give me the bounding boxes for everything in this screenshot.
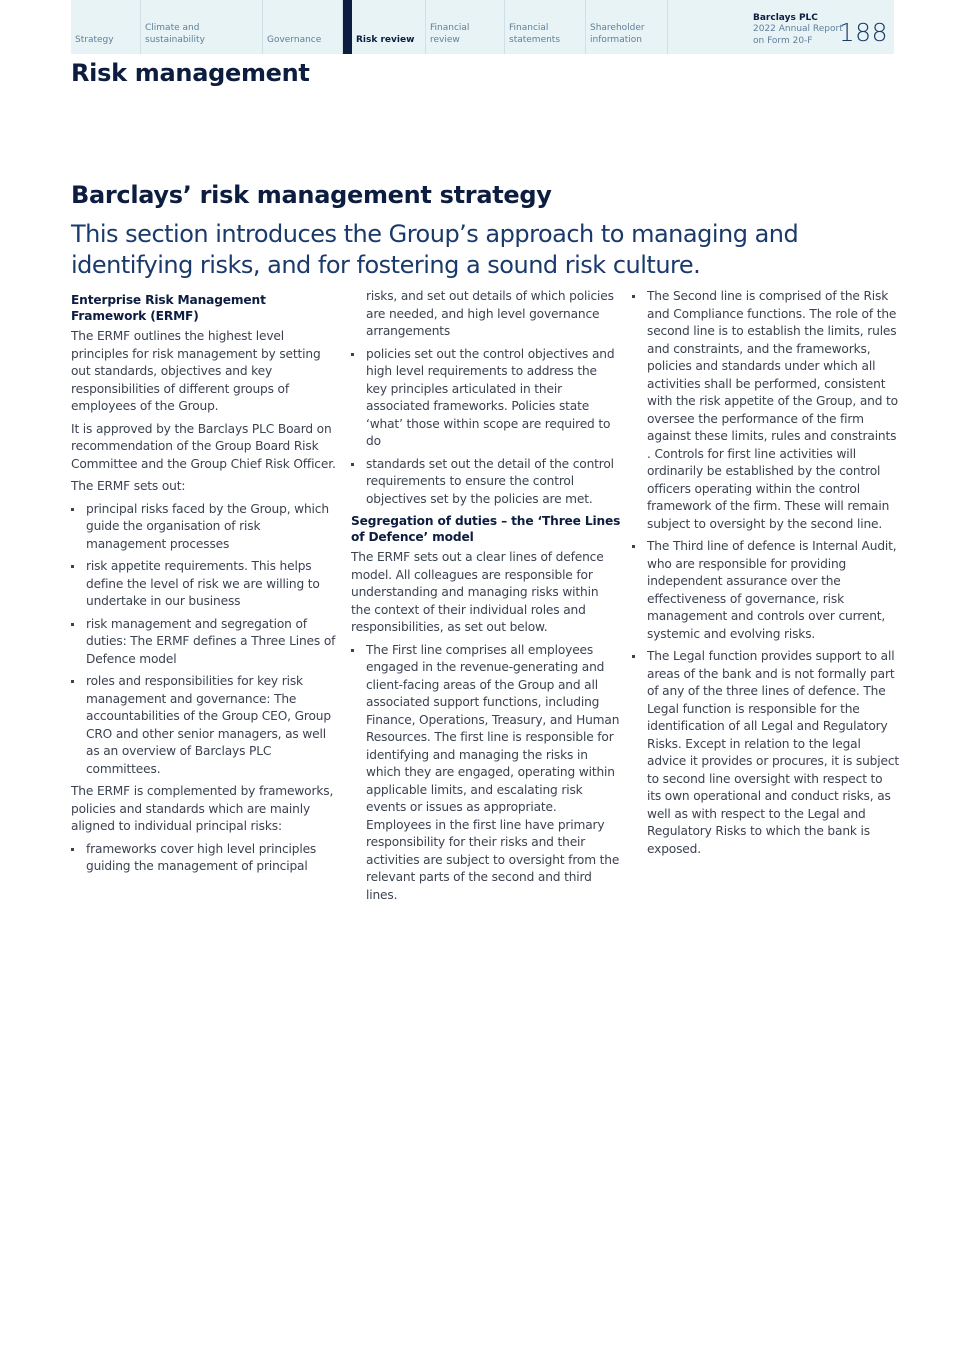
nav-tab-financial-review[interactable]: Financial review xyxy=(426,0,505,54)
list-item: The Legal function provides support to all areas of the bank and is not formally part of any of the three lines of defence. The Legal function is responsible for the identification of all Legal and Regulatory Risks. Except in relation to the legal advice it provides or procures, it is subject to second line oversight with respect to its own operational and conduct risks, as well as with respect to the Legal and Regulatory Risks to which the bank is exposed. xyxy=(632,648,900,858)
section-title: Barclays’ risk management strategy xyxy=(71,181,552,209)
nav-tab-strategy[interactable]: Strategy xyxy=(71,0,141,54)
report-title-line2: on Form 20-F xyxy=(753,35,813,46)
bullet-list xyxy=(632,288,900,858)
text-column-3 xyxy=(632,288,900,863)
list-item: risk management and segregation of duties: The ERMF defines a Three Lines of Defence model xyxy=(71,616,339,669)
page-number: 188 xyxy=(838,18,888,47)
report-identity xyxy=(668,0,894,54)
nav-tab-financial-statements[interactable]: Financial statements xyxy=(505,0,586,54)
text-column-2 xyxy=(351,288,621,909)
list-item: standards set out the detail of the control requirements to ensure the control objectives set by the policies are met. xyxy=(351,456,621,509)
section-nav xyxy=(71,0,894,54)
list-item: roles and responsibilities for key risk management and governance: The accountabilities of the Group CEO, Group CRO and other senior managers, as well as an overview of Barclays PLC committees. xyxy=(71,673,339,778)
paragraph: The ERMF is complemented by frameworks, policies and standards which are mainly aligned to individual principal risks: xyxy=(71,784,334,833)
paragraph: The ERMF outlines the highest level principles for risk management by setting out standards, objectives and key responsibilities of different groups of employees of the Group. xyxy=(71,329,321,413)
list-item: principal risks faced by the Group, which guide the organisation of risk management processes xyxy=(71,501,339,554)
list-item-continuation: risks, and set out details of which policies are needed, and high level governance arrangements xyxy=(366,289,614,338)
nav-tab-governance[interactable]: Governance xyxy=(263,0,343,54)
text-column-1 xyxy=(71,292,339,881)
nav-tab-shareholder[interactable]: Shareholder information xyxy=(586,0,668,54)
section-intro: This section introduces the Group’s approach to managing and identifying risks, and for fostering a sound risk culture. xyxy=(71,220,799,279)
list-item: The Third line of defence is Internal Audit, who are responsible for providing independent assurance over the effectiveness of governance, risk management and controls over current, systemic and evolving risks. xyxy=(632,538,900,643)
report-title-line1: 2022 Annual Report xyxy=(753,24,843,34)
paragraph: The ERMF sets out: xyxy=(71,479,186,493)
nav-tab-climate[interactable]: Climate and sustainability xyxy=(141,0,263,54)
list-item: frameworks cover high level principles guiding the management of principal xyxy=(71,841,339,876)
bullet-list xyxy=(351,346,621,509)
bullet-list xyxy=(71,501,339,779)
list-item: The Second line is comprised of the Risk and Compliance functions. The role of the second line is to establish the limits, rules and constraints, and the frameworks, policies and standards under which all activities shall be performed, consistent with the risk appetite of the Group, and to oversee the performance of the firm against these limits, rules and constraints . Controls for first line activities will ordinarily be established by the control officers operating within the control framework of the firm. These will remain subject to oversight by the second line. xyxy=(632,288,900,533)
list-item: policies set out the control objectives and high level requirements to address the key principles articulated in their associated frameworks. Policies state ‘what’ those within scope are required to do xyxy=(351,346,621,451)
brand-name: Barclays PLC xyxy=(753,13,818,23)
paragraph: It is approved by the Barclays PLC Board on recommendation of the Group Board Risk Committee and the Group Chief Risk Officer. xyxy=(71,421,336,471)
nav-tab-risk-review[interactable]: Risk review xyxy=(343,0,426,54)
bullet-list xyxy=(71,841,339,876)
paragraph: The ERMF sets out a clear lines of defence model. All colleagues are responsible for understanding and managing risks within the context of their individual roles and responsibilities, as set out below. xyxy=(351,550,604,634)
bullet-list xyxy=(351,642,621,905)
list-item: The First line comprises all employees engaged in the revenue-generating and client-facing areas of the Group and all associated support functions, including Finance, Operations, Treasury, and Human Resources. The first line is responsible for identifying and managing the risks in which they are engaged, operating within applicable limits, and escalating risk events or issues as appropriate. Employees in the first line have primary responsibility for their risks and their activities are subject to oversight from the relevant parts of the second and third lines. xyxy=(351,642,621,905)
page-title: Risk management xyxy=(71,59,310,87)
three-lines-heading: Segregation of duties – the ‘Three Lines of Defence’ model xyxy=(351,514,621,544)
ermf-heading: Enterprise Risk Management Framework (ERMF) xyxy=(71,293,266,323)
list-item: risk appetite requirements. This helps define the level of risk we are willing to undertake in our business xyxy=(71,558,339,611)
